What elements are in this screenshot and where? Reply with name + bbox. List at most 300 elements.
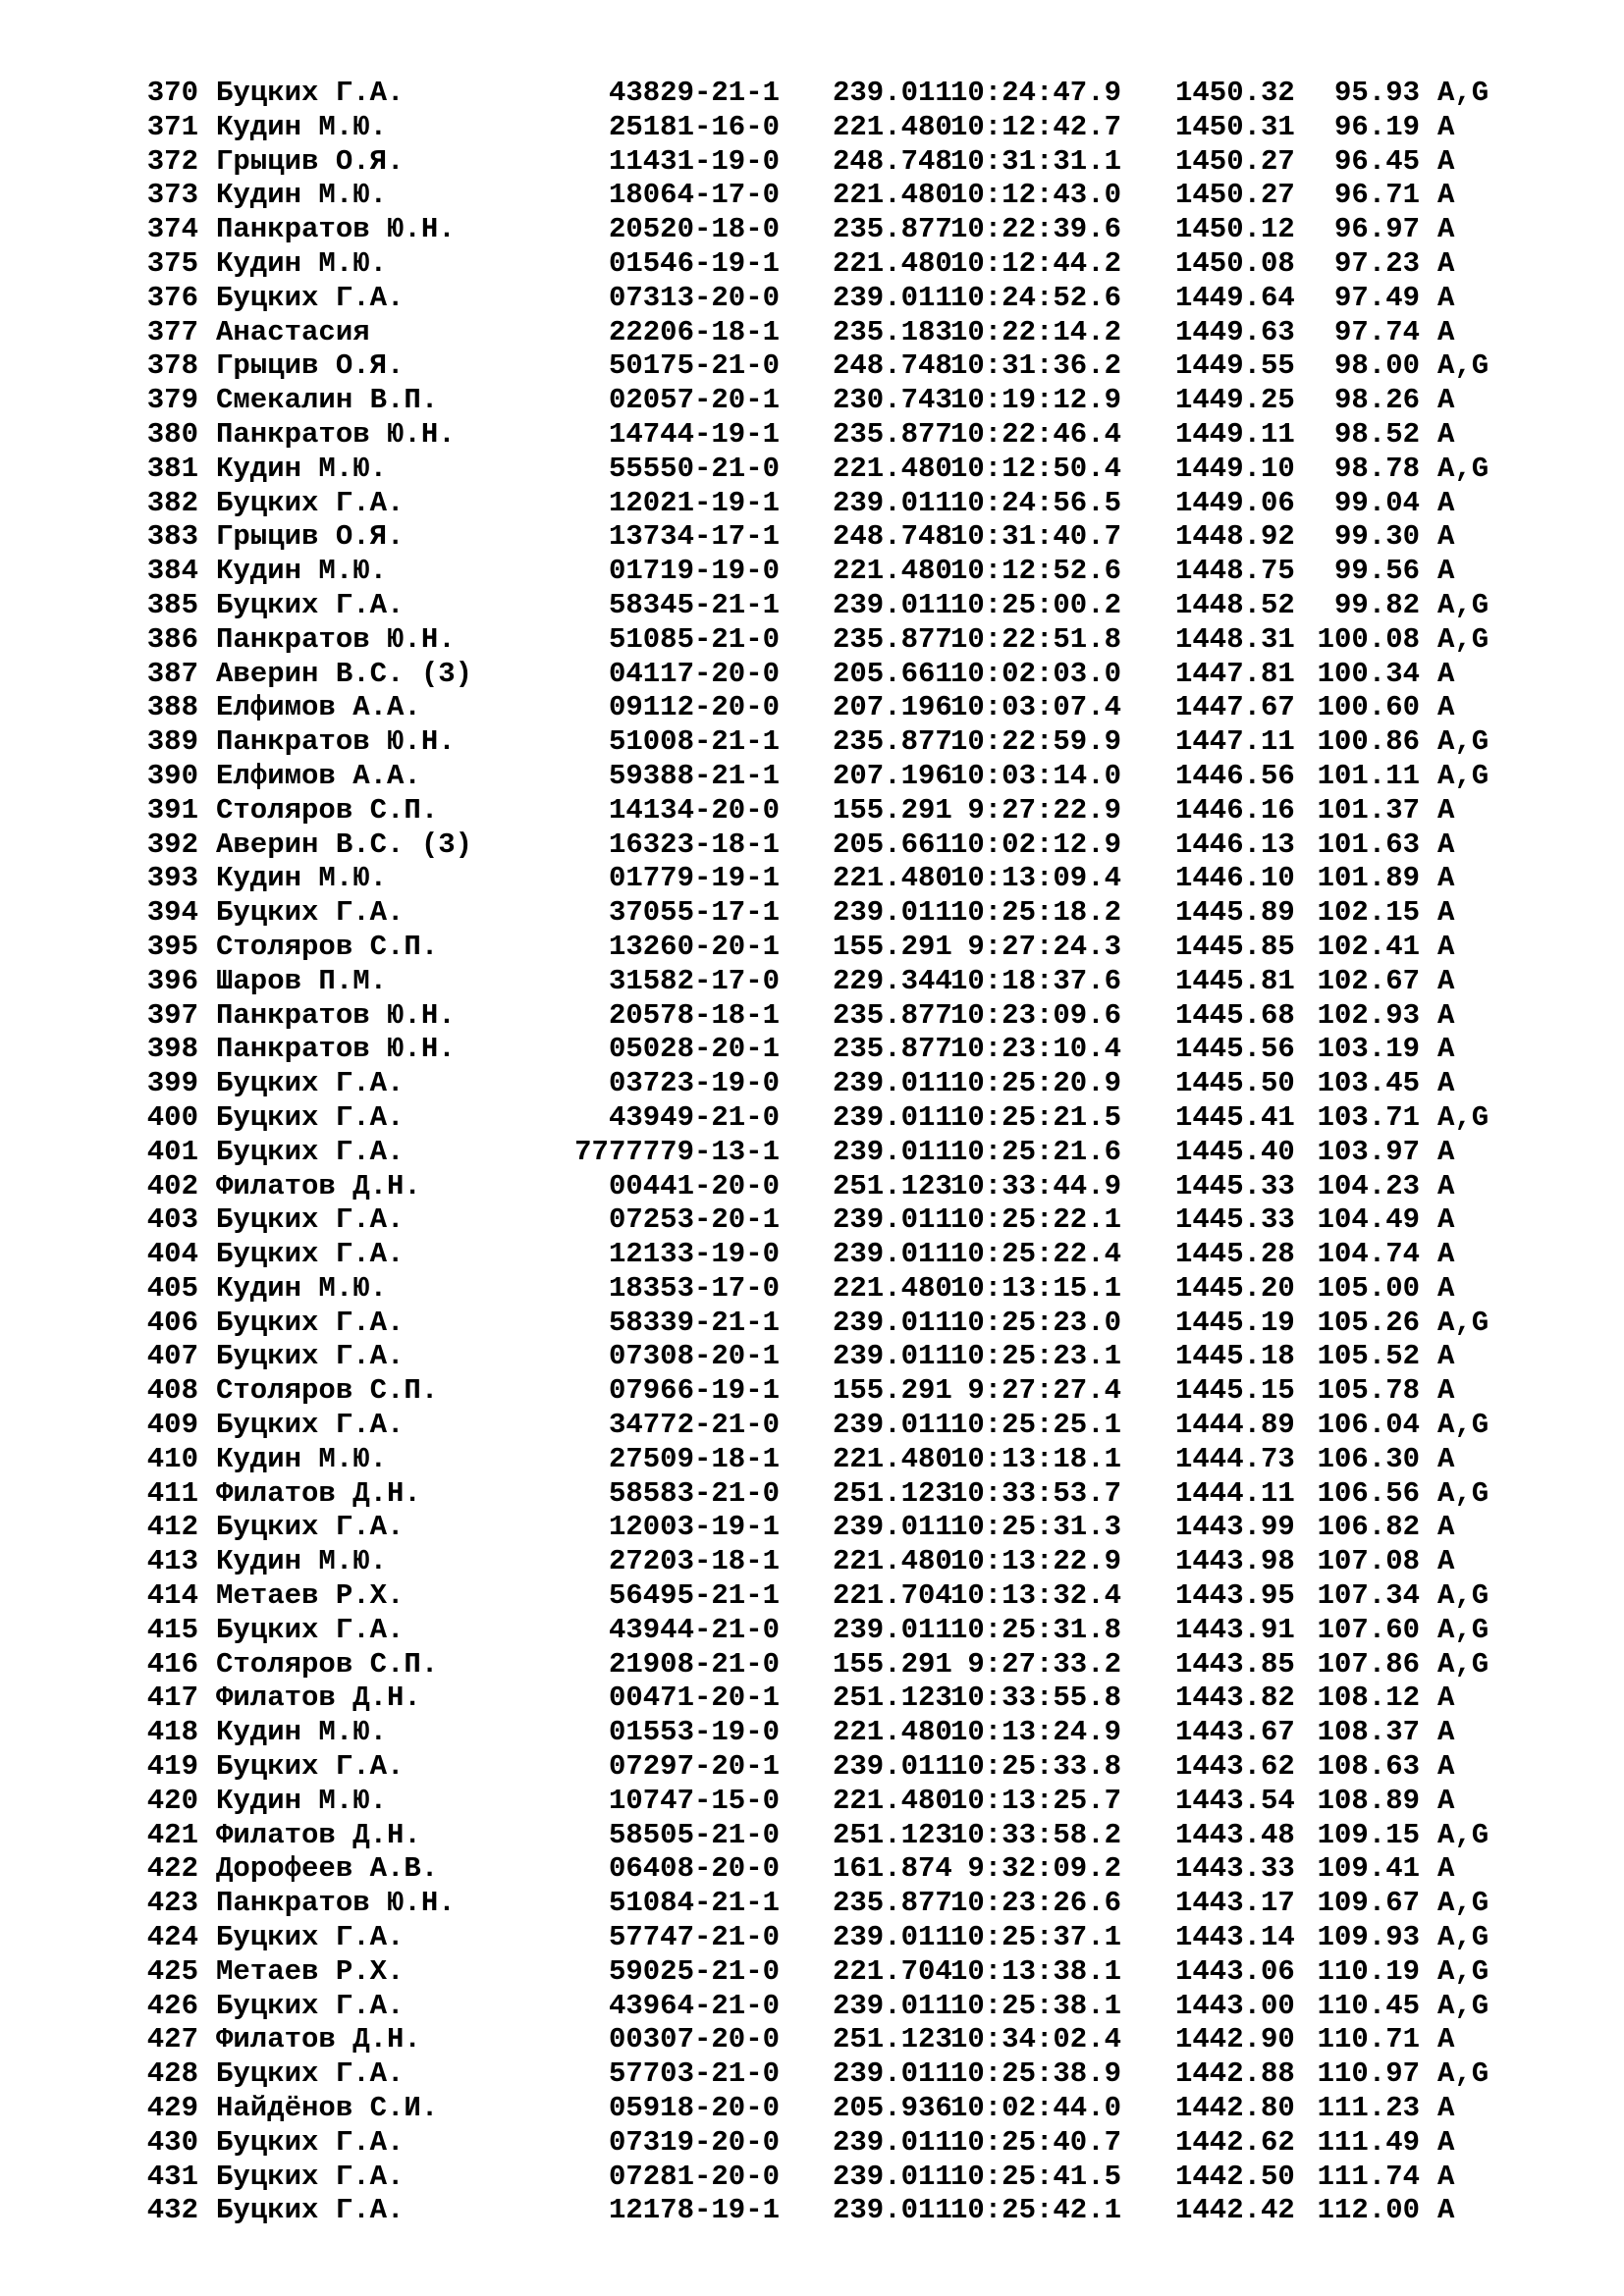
- cell-dist: 229.344: [833, 964, 952, 997]
- cell-pts: 106.56: [1317, 1476, 1420, 1510]
- cell-time: 10:03:07.4: [949, 691, 1121, 724]
- cell-pts: 111.74: [1317, 2160, 1420, 2193]
- table-row: [0, 1307, 1624, 1341]
- cell-id: 13260-20-1: [608, 930, 780, 963]
- cell-flag: A: [1437, 1271, 1455, 1305]
- cell-dist: 248.748: [833, 349, 952, 383]
- cell-id: 59025-21-0: [608, 1954, 780, 1988]
- cell-name: Буцких Г.А.: [216, 1409, 405, 1442]
- cell-pts: 104.49: [1317, 1203, 1420, 1237]
- cell-pts: 98.78: [1333, 452, 1420, 485]
- cell-pts: 106.82: [1317, 1511, 1420, 1544]
- cell-time: 10:22:39.6: [949, 213, 1121, 246]
- cell-flag: A: [1437, 384, 1455, 417]
- cell-rank: 402: [146, 1169, 198, 1202]
- cell-time: 10:22:59.9: [949, 725, 1121, 759]
- table-row: [0, 896, 1624, 931]
- cell-rank: 384: [146, 555, 198, 588]
- cell-id: 00307-20-0: [608, 2023, 780, 2056]
- cell-speed: 1447.11: [1175, 725, 1295, 759]
- cell-id: 31582-17-0: [608, 964, 780, 997]
- cell-dist: 221.480: [833, 1716, 952, 1749]
- cell-flag: A,G: [1437, 1476, 1489, 1510]
- cell-rank: 419: [146, 1750, 198, 1784]
- cell-time: 10:25:38.1: [949, 1989, 1121, 2022]
- cell-rank: 381: [146, 452, 198, 485]
- table-row: [0, 965, 1624, 999]
- cell-pts: 96.19: [1333, 110, 1420, 143]
- cell-pts: 101.11: [1317, 759, 1420, 792]
- cell-pts: 98.26: [1333, 384, 1420, 417]
- cell-name: Буцких Г.А.: [216, 1306, 405, 1339]
- cell-flag: A,G: [1437, 77, 1489, 109]
- cell-id: 11431-19-0: [608, 144, 780, 178]
- cell-rank: 388: [146, 691, 198, 724]
- cell-pts: 111.49: [1317, 2125, 1420, 2159]
- table-row: [0, 725, 1624, 760]
- cell-flag: A: [1437, 110, 1455, 143]
- cell-dist: 251.123: [833, 2023, 952, 2056]
- cell-pts: 109.67: [1317, 1887, 1420, 1920]
- cell-id: 27203-18-1: [608, 1545, 780, 1578]
- cell-time: 10:12:44.2: [949, 246, 1121, 280]
- cell-flag: A: [1437, 2125, 1455, 2159]
- cell-pts: 107.86: [1317, 1647, 1420, 1681]
- cell-speed: 1449.64: [1175, 281, 1295, 314]
- cell-pts: 96.71: [1333, 179, 1420, 212]
- cell-id: 34772-21-0: [608, 1409, 780, 1442]
- cell-flag: A: [1437, 1784, 1455, 1817]
- cell-dist: 207.196: [833, 691, 952, 724]
- cell-speed: 1445.89: [1175, 896, 1295, 930]
- cell-time: 10:02:44.0: [949, 2092, 1121, 2125]
- cell-id: 20520-18-0: [608, 213, 780, 246]
- cell-id: 43944-21-0: [608, 1613, 780, 1646]
- cell-pts: 100.34: [1317, 657, 1420, 690]
- cell-speed: 1449.06: [1175, 486, 1295, 519]
- table-row: [0, 1136, 1624, 1170]
- cell-pts: 102.93: [1317, 998, 1420, 1032]
- cell-rank: 430: [146, 2125, 198, 2159]
- cell-flag: A,G: [1437, 1306, 1489, 1339]
- cell-dist: 239.011: [833, 1921, 952, 1954]
- cell-flag: A: [1437, 896, 1455, 930]
- cell-id: 55550-21-0: [608, 452, 780, 485]
- cell-flag: A: [1437, 281, 1455, 314]
- cell-name: Кудин М.Ю.: [216, 246, 388, 280]
- table-row: [0, 1955, 1624, 1990]
- cell-dist: 239.011: [833, 2194, 952, 2227]
- cell-name: Аверин В.С. (3): [216, 657, 473, 690]
- cell-rank: 422: [146, 1852, 198, 1886]
- cell-time: 10:25:22.1: [949, 1203, 1121, 1237]
- cell-name: Филатов Д.Н.: [216, 2023, 421, 2056]
- cell-name: Филатов Д.Н.: [216, 1476, 421, 1510]
- cell-name: Смекалин В.П.: [216, 384, 439, 417]
- cell-rank: 383: [146, 520, 198, 554]
- cell-rank: 431: [146, 2160, 198, 2193]
- cell-name: Панкратов Ю.Н.: [216, 213, 456, 246]
- cell-speed: 1449.10: [1175, 452, 1295, 485]
- cell-name: Панкратов Ю.Н.: [216, 1033, 456, 1066]
- cell-name: Буцких Г.А.: [216, 588, 405, 621]
- cell-dist: 239.011: [833, 588, 952, 621]
- cell-dist: 239.011: [833, 281, 952, 314]
- cell-name: Столяров С.П.: [216, 793, 439, 827]
- cell-time: 10:25:33.8: [949, 1750, 1121, 1784]
- table-row: [0, 247, 1624, 282]
- cell-id: 12178-19-1: [608, 2194, 780, 2227]
- cell-flag: A: [1437, 520, 1455, 554]
- cell-dist: 221.480: [833, 1442, 952, 1475]
- cell-time: 10:25:40.7: [949, 2125, 1121, 2159]
- cell-speed: 1445.28: [1175, 1238, 1295, 1271]
- cell-pts: 104.74: [1317, 1238, 1420, 1271]
- cell-time: 10:25:00.2: [949, 588, 1121, 621]
- cell-speed: 1447.67: [1175, 691, 1295, 724]
- cell-rank: 373: [146, 179, 198, 212]
- cell-speed: 1442.42: [1175, 2194, 1295, 2227]
- cell-dist: 251.123: [833, 1169, 952, 1202]
- cell-name: Елфимов А.А.: [216, 691, 421, 724]
- cell-speed: 1445.19: [1175, 1306, 1295, 1339]
- cell-name: Буцких Г.А.: [216, 1750, 405, 1784]
- cell-speed: 1443.85: [1175, 1647, 1295, 1681]
- cell-speed: 1448.31: [1175, 622, 1295, 656]
- cell-name: Кудин М.Ю.: [216, 1716, 388, 1749]
- cell-flag: A,G: [1437, 725, 1489, 759]
- cell-rank: 386: [146, 622, 198, 656]
- cell-dist: 239.011: [833, 1100, 952, 1134]
- cell-name: Буцких Г.А.: [216, 1340, 405, 1373]
- cell-id: 07319-20-0: [608, 2125, 780, 2159]
- cell-flag: A: [1437, 964, 1455, 997]
- cell-id: 43949-21-0: [608, 1100, 780, 1134]
- cell-speed: 1443.33: [1175, 1852, 1295, 1886]
- table-row: [0, 1921, 1624, 1955]
- cell-pts: 98.00: [1333, 349, 1420, 383]
- cell-flag: A,G: [1437, 349, 1489, 383]
- cell-id: 01779-19-1: [608, 862, 780, 895]
- results-table: [0, 77, 1624, 2228]
- cell-name: Кудин М.Ю.: [216, 555, 388, 588]
- cell-pts: 109.93: [1317, 1921, 1420, 1954]
- cell-flag: A: [1437, 1716, 1455, 1749]
- cell-dist: 235.183: [833, 315, 952, 348]
- cell-time: 10:13:38.1: [949, 1954, 1121, 1988]
- cell-rank: 426: [146, 1989, 198, 2022]
- cell-time: 9:27:33.2: [967, 1647, 1121, 1681]
- cell-time: 10:02:12.9: [949, 828, 1121, 861]
- cell-flag: A: [1437, 144, 1455, 178]
- cell-name: Панкратов Ю.Н.: [216, 622, 456, 656]
- cell-name: Буцких Г.А.: [216, 2125, 405, 2159]
- cell-dist: 239.011: [833, 77, 952, 109]
- cell-name: Кудин М.Ю.: [216, 110, 388, 143]
- cell-name: Столяров С.П.: [216, 1374, 439, 1408]
- cell-id: 02057-20-1: [608, 384, 780, 417]
- cell-flag: A: [1437, 862, 1455, 895]
- cell-name: Шаров П.М.: [216, 964, 388, 997]
- cell-pts: 101.63: [1317, 828, 1420, 861]
- cell-speed: 1444.11: [1175, 1476, 1295, 1510]
- cell-name: Кудин М.Ю.: [216, 1545, 388, 1578]
- table-row: [0, 1477, 1624, 1512]
- cell-rank: 406: [146, 1306, 198, 1339]
- cell-speed: 1445.85: [1175, 930, 1295, 963]
- cell-rank: 370: [146, 77, 198, 109]
- cell-id: 51085-21-0: [608, 622, 780, 656]
- cell-rank: 385: [146, 588, 198, 621]
- table-row: [0, 145, 1624, 180]
- cell-id: 58345-21-1: [608, 588, 780, 621]
- cell-id: 20578-18-1: [608, 998, 780, 1032]
- cell-dist: 207.196: [833, 759, 952, 792]
- table-row: [0, 1785, 1624, 1819]
- cell-flag: A: [1437, 179, 1455, 212]
- cell-time: 10:13:25.7: [949, 1784, 1121, 1817]
- table-row: [0, 999, 1624, 1034]
- table-row: [0, 2161, 1624, 2195]
- cell-name: Аверин В.С. (3): [216, 828, 473, 861]
- cell-time: 10:13:32.4: [949, 1579, 1121, 1613]
- cell-rank: 394: [146, 896, 198, 930]
- cell-id: 07308-20-1: [608, 1340, 780, 1373]
- cell-name: Филатов Д.Н.: [216, 1169, 421, 1202]
- cell-name: Кудин М.Ю.: [216, 1784, 388, 1817]
- cell-speed: 1445.50: [1175, 1067, 1295, 1100]
- cell-rank: 395: [146, 930, 198, 963]
- cell-speed: 1448.92: [1175, 520, 1295, 554]
- cell-id: 05918-20-0: [608, 2092, 780, 2125]
- cell-dist: 239.011: [833, 1340, 952, 1373]
- cell-speed: 1443.62: [1175, 1750, 1295, 1784]
- cell-dist: 235.877: [833, 725, 952, 759]
- cell-id: 12003-19-1: [608, 1511, 780, 1544]
- cell-pts: 104.23: [1317, 1169, 1420, 1202]
- cell-flag: A,G: [1437, 1409, 1489, 1442]
- cell-id: 50175-21-0: [608, 349, 780, 383]
- cell-flag: A,G: [1437, 1921, 1489, 1954]
- cell-pts: 99.82: [1333, 588, 1420, 621]
- cell-rank: 372: [146, 144, 198, 178]
- cell-flag: A: [1437, 1545, 1455, 1578]
- cell-dist: 155.291: [833, 1647, 952, 1681]
- cell-rank: 418: [146, 1716, 198, 1749]
- cell-dist: 205.661: [833, 657, 952, 690]
- cell-dist: 221.480: [833, 862, 952, 895]
- cell-speed: 1442.50: [1175, 2160, 1295, 2193]
- cell-speed: 1445.15: [1175, 1374, 1295, 1408]
- cell-pts: 112.00: [1317, 2194, 1420, 2227]
- cell-dist: 221.480: [833, 1271, 952, 1305]
- cell-speed: 1443.54: [1175, 1784, 1295, 1817]
- cell-time: 10:25:23.1: [949, 1340, 1121, 1373]
- cell-rank: 425: [146, 1954, 198, 1988]
- table-row: [0, 1374, 1624, 1409]
- cell-speed: 1443.95: [1175, 1579, 1295, 1613]
- table-row: [0, 2057, 1624, 2092]
- table-row: [0, 77, 1624, 111]
- cell-name: Кудин М.Ю.: [216, 1271, 388, 1305]
- cell-id: 7777779-13-1: [574, 1135, 780, 1168]
- cell-dist: 248.748: [833, 520, 952, 554]
- cell-name: Буцких Г.А.: [216, 1511, 405, 1544]
- cell-id: 25181-16-0: [608, 110, 780, 143]
- cell-rank: 414: [146, 1579, 198, 1613]
- cell-pts: 98.52: [1333, 417, 1420, 451]
- table-row: [0, 179, 1624, 213]
- cell-speed: 1445.20: [1175, 1271, 1295, 1305]
- cell-flag: A: [1437, 691, 1455, 724]
- cell-dist: 239.011: [833, 1238, 952, 1271]
- cell-pts: 105.00: [1317, 1271, 1420, 1305]
- cell-rank: 378: [146, 349, 198, 383]
- cell-time: 10:19:12.9: [949, 384, 1121, 417]
- cell-dist: 239.011: [833, 486, 952, 519]
- cell-dist: 239.011: [833, 1511, 952, 1544]
- cell-flag: A,G: [1437, 1613, 1489, 1646]
- cell-time: 9:27:22.9: [967, 793, 1121, 827]
- cell-pts: 106.30: [1317, 1442, 1420, 1475]
- cell-speed: 1443.00: [1175, 1989, 1295, 2022]
- cell-pts: 97.74: [1333, 315, 1420, 348]
- cell-name: Дорофеев А.В.: [216, 1852, 439, 1886]
- cell-speed: 1444.89: [1175, 1409, 1295, 1442]
- cell-pts: 110.19: [1317, 1954, 1420, 1988]
- cell-id: 07313-20-0: [608, 281, 780, 314]
- cell-speed: 1449.11: [1175, 417, 1295, 451]
- cell-name: Буцких Г.А.: [216, 281, 405, 314]
- cell-rank: 380: [146, 417, 198, 451]
- cell-speed: 1442.90: [1175, 2023, 1295, 2056]
- cell-flag: A,G: [1437, 452, 1489, 485]
- cell-name: Метаев Р.Х.: [216, 1954, 405, 1988]
- table-row: [0, 1545, 1624, 1579]
- cell-flag: A: [1437, 793, 1455, 827]
- cell-speed: 1445.56: [1175, 1033, 1295, 1066]
- table-row: [0, 487, 1624, 521]
- table-row: [0, 1272, 1624, 1307]
- cell-speed: 1443.67: [1175, 1716, 1295, 1749]
- cell-id: 05028-20-1: [608, 1033, 780, 1066]
- table-row: [0, 349, 1624, 384]
- cell-id: 04117-20-0: [608, 657, 780, 690]
- cell-time: 10:25:25.1: [949, 1409, 1121, 1442]
- cell-time: 10:31:31.1: [949, 144, 1121, 178]
- table-row: [0, 2092, 1624, 2126]
- cell-id: 14744-19-1: [608, 417, 780, 451]
- table-row: [0, 691, 1624, 725]
- cell-time: 10:13:09.4: [949, 862, 1121, 895]
- table-row: [0, 384, 1624, 418]
- cell-rank: 421: [146, 1818, 198, 1851]
- cell-pts: 100.86: [1317, 725, 1420, 759]
- cell-flag: A,G: [1437, 2057, 1489, 2091]
- cell-name: Буцких Г.А.: [216, 2160, 405, 2193]
- cell-dist: 221.704: [833, 1579, 952, 1613]
- cell-dist: 161.874: [833, 1852, 952, 1886]
- cell-id: 07253-20-1: [608, 1203, 780, 1237]
- cell-id: 51084-21-1: [608, 1887, 780, 1920]
- cell-time: 10:23:09.6: [949, 998, 1121, 1032]
- cell-time: 10:13:15.1: [949, 1271, 1121, 1305]
- cell-rank: 427: [146, 2023, 198, 2056]
- cell-rank: 397: [146, 998, 198, 1032]
- cell-time: 10:33:53.7: [949, 1476, 1121, 1510]
- cell-flag: A,G: [1437, 1818, 1489, 1851]
- cell-id: 06408-20-0: [608, 1852, 780, 1886]
- cell-name: Анастасия: [216, 315, 370, 348]
- cell-id: 58339-21-1: [608, 1306, 780, 1339]
- cell-id: 13734-17-1: [608, 520, 780, 554]
- cell-flag: A: [1437, 1682, 1455, 1715]
- cell-pts: 107.34: [1317, 1579, 1420, 1613]
- cell-id: 01553-19-0: [608, 1716, 780, 1749]
- cell-dist: 235.877: [833, 622, 952, 656]
- cell-id: 22206-18-1: [608, 315, 780, 348]
- cell-time: 9:27:24.3: [967, 930, 1121, 963]
- cell-speed: 1445.81: [1175, 964, 1295, 997]
- cell-flag: A: [1437, 2092, 1455, 2125]
- cell-time: 10:33:44.9: [949, 1169, 1121, 1202]
- cell-speed: 1443.82: [1175, 1682, 1295, 1715]
- cell-dist: 221.480: [833, 110, 952, 143]
- cell-rank: 417: [146, 1682, 198, 1715]
- cell-rank: 387: [146, 657, 198, 690]
- cell-dist: 221.480: [833, 179, 952, 212]
- cell-rank: 382: [146, 486, 198, 519]
- table-row: [0, 1716, 1624, 1750]
- cell-flag: A,G: [1437, 1954, 1489, 1988]
- cell-dist: 239.011: [833, 1203, 952, 1237]
- cell-time: 10:24:56.5: [949, 486, 1121, 519]
- cell-flag: A,G: [1437, 1100, 1489, 1134]
- table-row: [0, 282, 1624, 316]
- cell-name: Панкратов Ю.Н.: [216, 1887, 456, 1920]
- cell-id: 59388-21-1: [608, 759, 780, 792]
- cell-id: 14134-20-0: [608, 793, 780, 827]
- cell-rank: 420: [146, 1784, 198, 1817]
- cell-flag: A,G: [1437, 622, 1489, 656]
- cell-speed: 1443.14: [1175, 1921, 1295, 1954]
- cell-rank: 404: [146, 1238, 198, 1271]
- cell-dist: 221.480: [833, 1545, 952, 1578]
- table-row: [0, 760, 1624, 794]
- cell-pts: 103.19: [1317, 1033, 1420, 1066]
- table-row: [0, 931, 1624, 965]
- cell-name: Столяров С.П.: [216, 1647, 439, 1681]
- cell-id: 12021-19-1: [608, 486, 780, 519]
- cell-rank: 391: [146, 793, 198, 827]
- table-row: [0, 520, 1624, 555]
- cell-id: 07297-20-1: [608, 1750, 780, 1784]
- cell-name: Буцких Г.А.: [216, 1067, 405, 1100]
- cell-rank: 371: [146, 110, 198, 143]
- cell-pts: 108.12: [1317, 1682, 1420, 1715]
- cell-speed: 1449.55: [1175, 349, 1295, 383]
- table-row: [0, 2126, 1624, 2161]
- cell-id: 43829-21-1: [608, 77, 780, 109]
- table-row: [0, 1409, 1624, 1443]
- cell-id: 01719-19-0: [608, 555, 780, 588]
- cell-rank: 415: [146, 1613, 198, 1646]
- table-row: [0, 828, 1624, 863]
- cell-pts: 99.30: [1333, 520, 1420, 554]
- table-row: [0, 1648, 1624, 1682]
- cell-speed: 1445.33: [1175, 1169, 1295, 1202]
- table-row: [0, 2194, 1624, 2228]
